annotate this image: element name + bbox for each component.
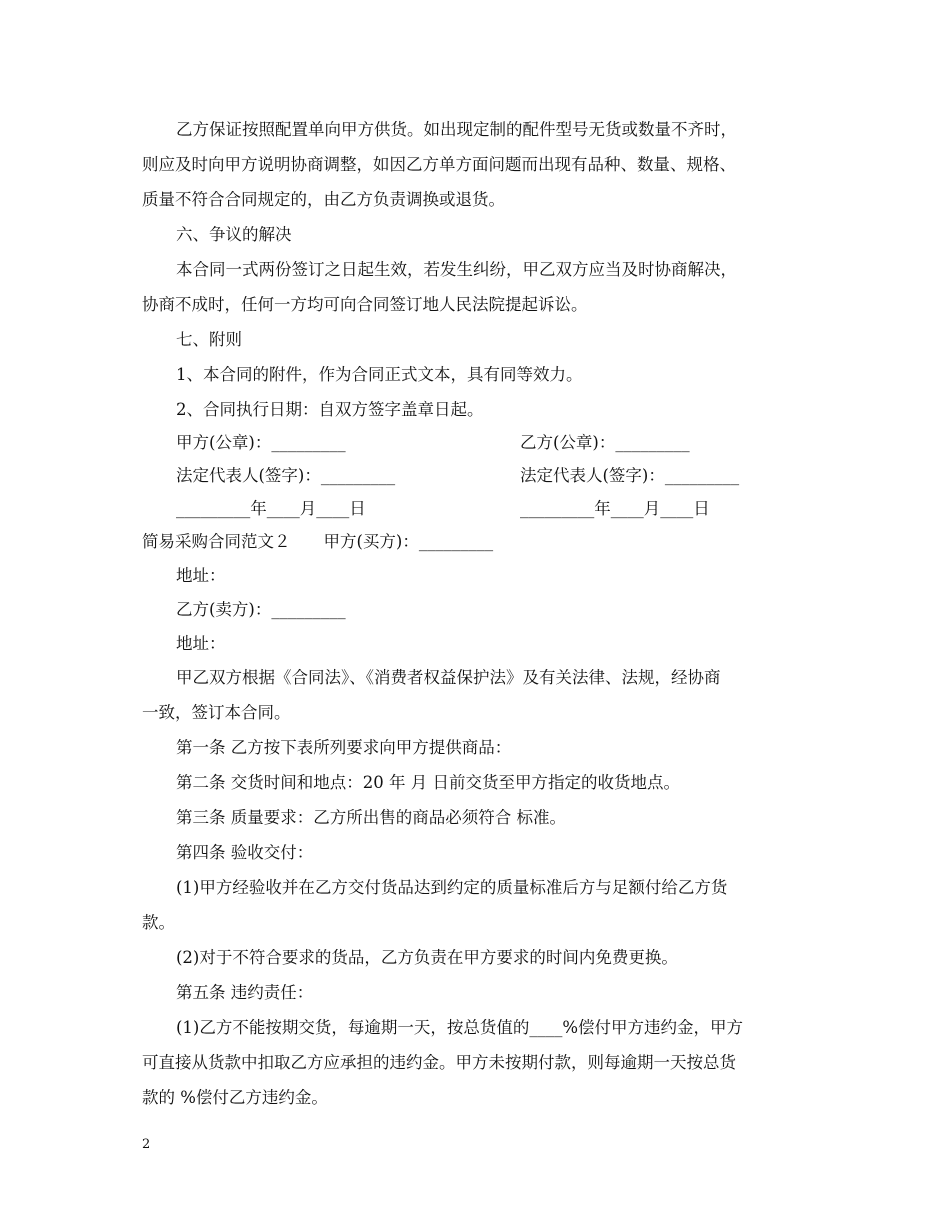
party-b-date: _________年____月____日 <box>520 499 710 518</box>
paragraph-line: (1)乙方不能按期交货，每逾期一天，按总货值的____%偿付甲方违约金，甲方 <box>176 1018 744 1037</box>
party-a-date: _________年____月____日 <box>176 499 366 518</box>
article-line: 第三条 质量要求：乙方所出售的商品必须符合 标准。 <box>176 808 566 827</box>
paragraph-line: (1)甲方经验收并在乙方交付货品达到约定的质量标准后方与足额付给乙方货 <box>176 878 728 897</box>
address-b: 地址： <box>176 634 226 653</box>
paragraph-line: 乙方保证按照配置单向甲方供货。如出现定制的配件型号无货或数量不齐时， <box>176 120 737 139</box>
paragraph-line: 甲乙双方根据《合同法》、《消费者权益保护法》及有关法律、法规，经协商 <box>176 668 721 687</box>
paragraph-line: 协商不成时，任何一方均可向合同签订地人民法院提起诉讼。 <box>142 295 588 314</box>
paragraph-line: 本合同一式两份签订之日起生效，若发生纠纷，甲乙双方应当及时协商解决， <box>176 260 737 279</box>
paragraph-line: 质量不符合合同规定的，由乙方负责调换或退货。 <box>142 190 505 209</box>
address-a: 地址： <box>176 566 226 585</box>
party-b-seal: 乙方(公章)：_________ <box>520 433 690 452</box>
article-line: 第五条 违约责任： <box>176 983 314 1002</box>
paragraph-line: 款。 <box>142 913 175 932</box>
section-heading: 七、附则 <box>176 330 242 349</box>
party-b-line: 乙方(卖方)：_________ <box>176 600 346 619</box>
party-b-representative: 法定代表人(签字)：_________ <box>520 466 740 485</box>
party-a-seal: 甲方(公章)：_________ <box>176 433 346 452</box>
paragraph-line: 可直接从货款中扣取乙方应承担的违约金。甲方未按期付款，则每逾期一天按总货 <box>142 1053 736 1072</box>
paragraph-line: 款的 %偿付乙方违约金。 <box>142 1088 328 1107</box>
page-number: 2 <box>142 1137 151 1152</box>
article-line: 第四条 验收交付： <box>176 843 314 862</box>
paragraph-line: 一致，签订本合同。 <box>142 703 291 722</box>
article-line: 第一条 乙方按下表所列要求向甲方提供商品： <box>176 738 512 757</box>
clause-line: 2、合同执行日期：自双方签字盖章日起。 <box>176 400 484 419</box>
article-line: 第二条 交货时间和地点：20 年 月 日前交货至甲方指定的收货地点。 <box>176 773 680 792</box>
contract2-heading: 简易采购合同范文２ 甲方(买方)：_________ <box>142 532 494 551</box>
party-a-representative: 法定代表人(签字)：_________ <box>176 466 396 485</box>
paragraph-line: (2)对于不符合要求的货品，乙方负责在甲方要求的时间内免费更换。 <box>176 948 678 967</box>
clause-line: 1、本合同的附件，作为合同正式文本，具有同等效力。 <box>176 365 583 384</box>
section-heading: 六、争议的解决 <box>176 225 292 244</box>
paragraph-line: 则应及时向甲方说明协商调整，如因乙方单方面问题而出现有品种、数量、规格、 <box>142 155 736 174</box>
